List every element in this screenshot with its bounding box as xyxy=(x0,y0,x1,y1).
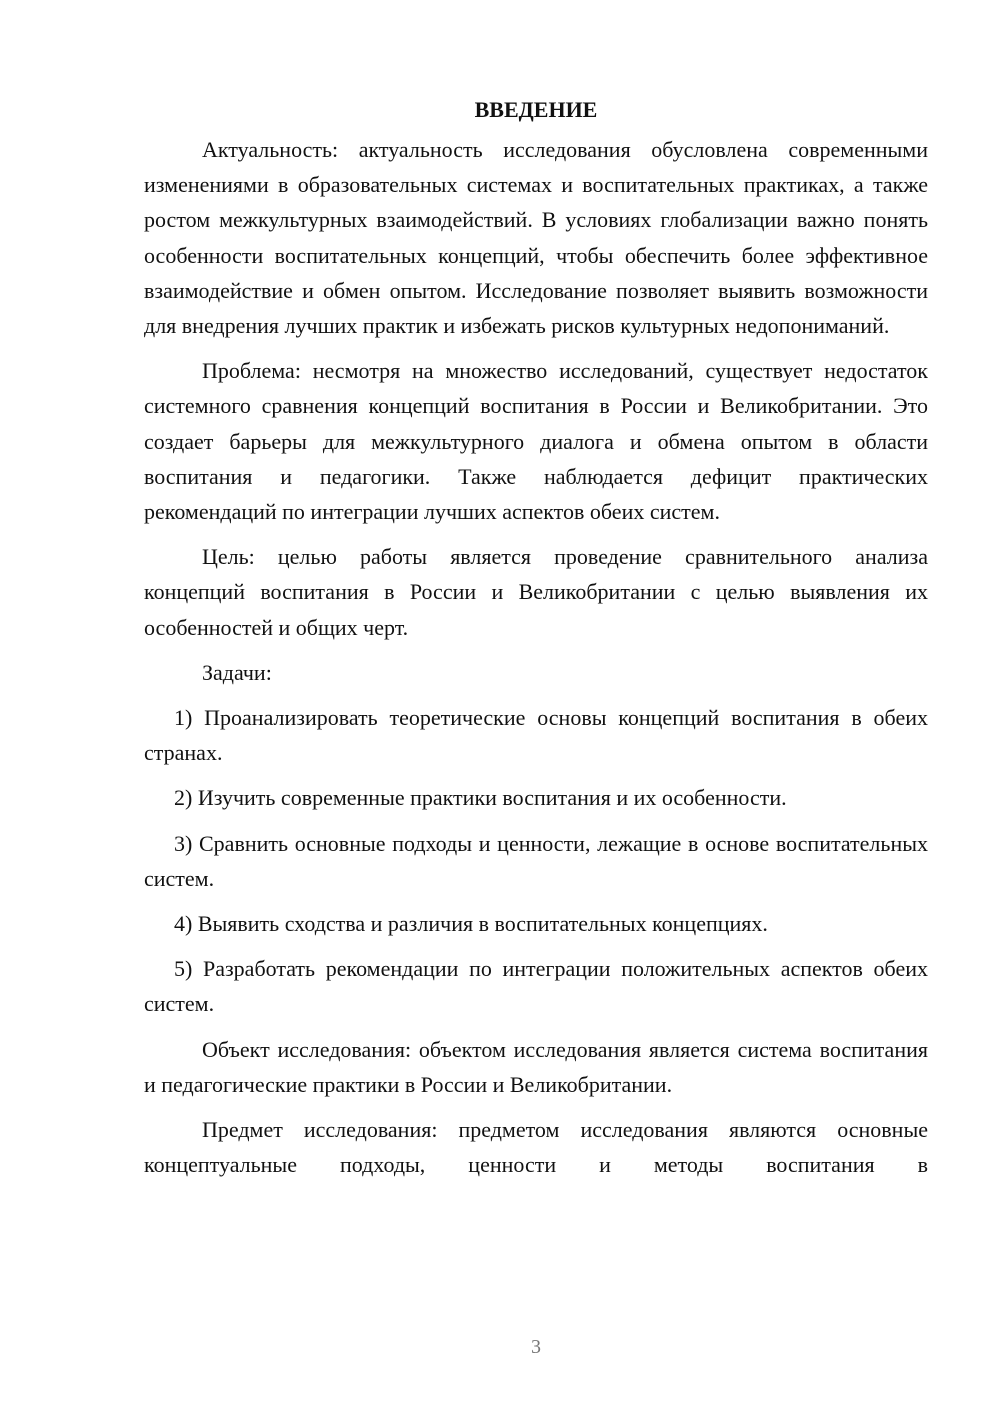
paragraph-tasks-label: Задачи: xyxy=(202,659,272,685)
paragraph-object: Объект исследования: объектом исследования является система воспитания и педагогические практики в России и Великобритании. xyxy=(144,1036,928,1097)
task-item-2: 2) Изучить современные практики воспитания и их особенности. xyxy=(174,785,787,811)
section-heading: ВВЕДЕНИЕ xyxy=(474,97,598,122)
task-item-1: 1) Проанализировать теоретические основы концепций воспитания в обеих странах. xyxy=(144,705,928,766)
paragraph-problem: Проблема: несмотря на множество исследований, существует недостаток системного сравнения концепций воспитания в России и Великобритании. Это создает барьеры для межкультурного диалога и обмена опытом в области воспитания и педагогики. Также наблюдается дефицит практических рекомендаций по интеграции лучших аспектов обеих систем. xyxy=(144,358,928,525)
task-item-3: 3) Сравнить основные подходы и ценности, лежащие в основе воспитательных систем. xyxy=(144,830,928,891)
paragraph-relevance: Актуальность: актуальность исследования обусловлена современными изменениями в образовательных системах и воспитательных практиках, а также ростом межкультурных взаимодействий. В условиях глобализации важно понять особенности воспитательных концепций, чтобы обеспечить более эффективное взаимодействие и обмен опытом. Исследование позволяет выявить возможности для внедрения лучших практик и избежать рисков культурных недопониманий. xyxy=(144,137,928,339)
paragraph-goal: Цель: целью работы является проведение сравнительного анализа концепций воспитания в России и Великобритании с целью выявления их особенностей и общих черт. xyxy=(144,544,928,640)
task-item-5: 5) Разработать рекомендации по интеграции положительных аспектов обеих систем. xyxy=(144,956,928,1017)
paragraph-subject: Предмет исследования: предметом исследования являются основные концептуальные подходы, ценности и методы воспитания в xyxy=(144,1117,928,1178)
task-item-4: 4) Выявить сходства и различия в воспитательных концепциях. xyxy=(174,911,768,937)
page-number: 3 xyxy=(531,1336,541,1358)
page-body xyxy=(144,92,928,1192)
